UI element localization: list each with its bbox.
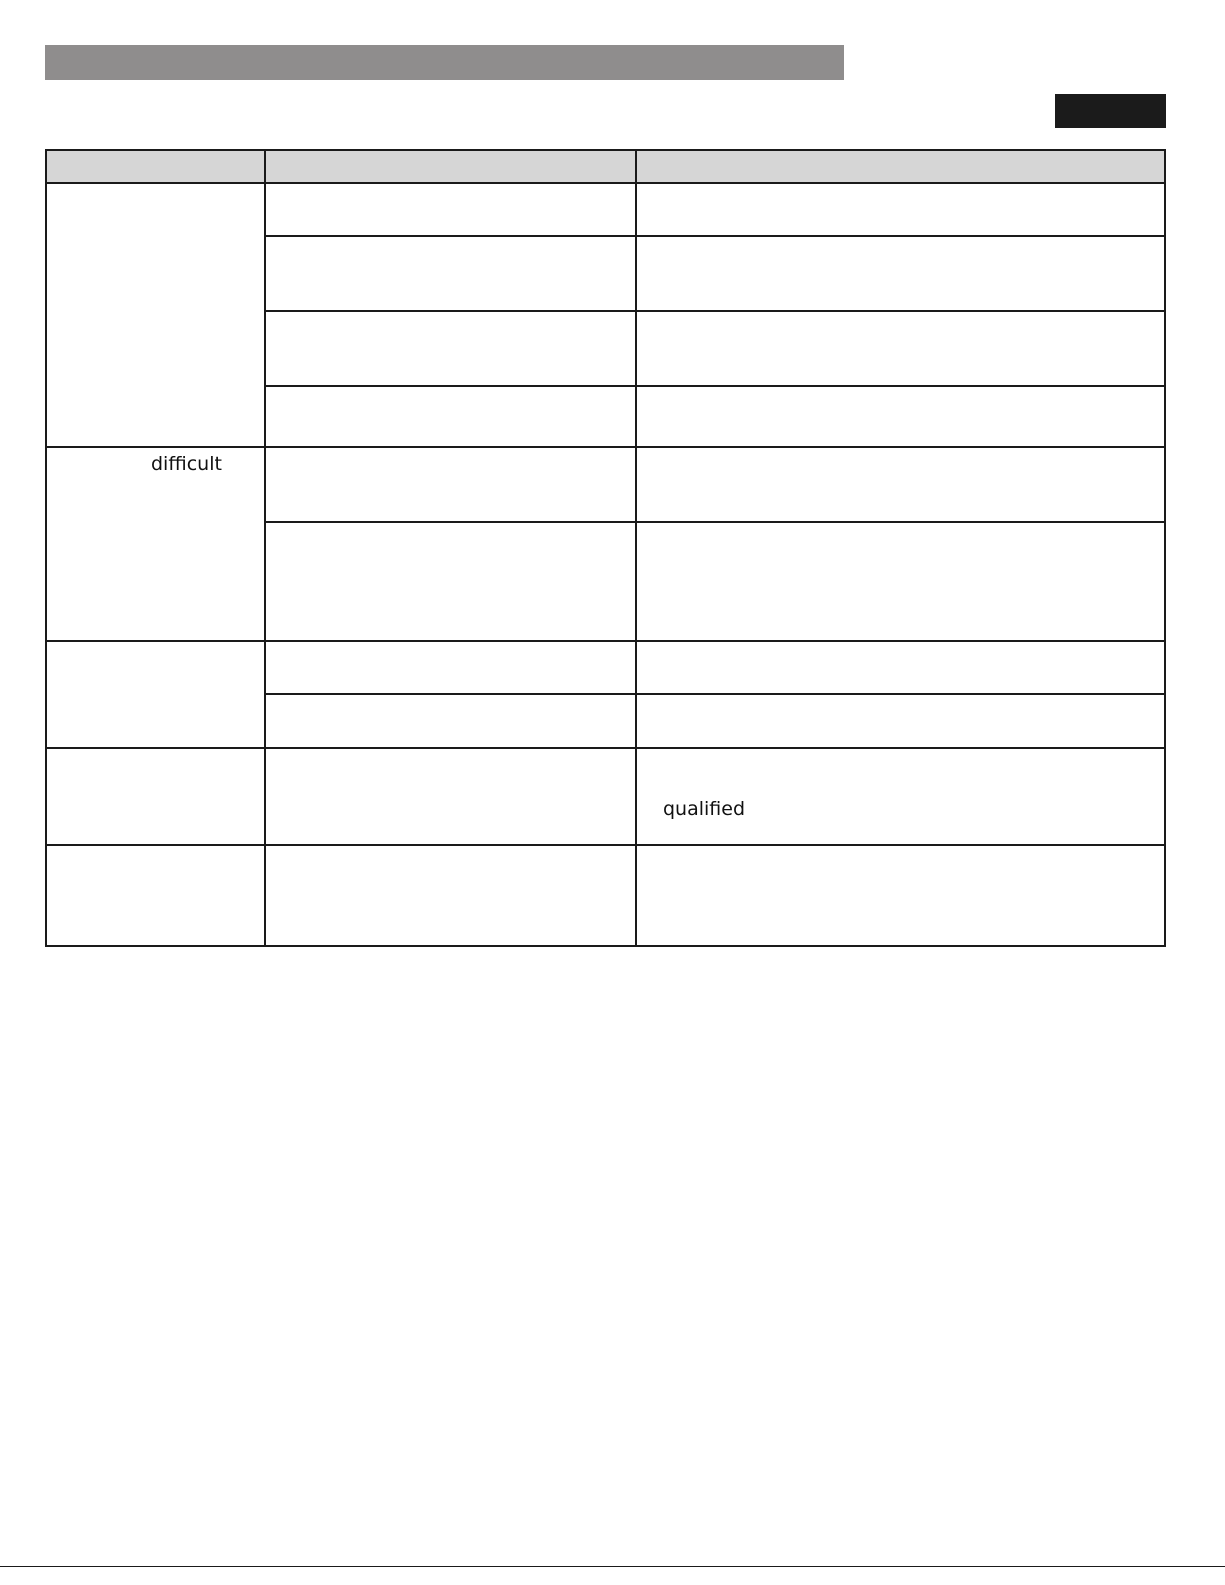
row-divider-group-3 bbox=[47, 747, 1164, 749]
troubleshooting-table bbox=[45, 149, 1166, 947]
subrow-divider-3a bbox=[264, 693, 1164, 695]
subrow-divider-1c bbox=[264, 385, 1164, 387]
problem-cell-word: difficult bbox=[151, 453, 222, 475]
column-divider-2 bbox=[635, 151, 637, 945]
subrow-divider-1a bbox=[264, 235, 1164, 237]
column-divider-1 bbox=[264, 151, 266, 945]
solution-cell-word: qualified bbox=[663, 798, 746, 820]
row-divider-group-1 bbox=[47, 446, 1164, 448]
table-header-row bbox=[47, 151, 1164, 182]
row-divider-group-4 bbox=[47, 844, 1164, 846]
section-title-bar bbox=[45, 45, 844, 80]
subrow-divider-2a bbox=[264, 521, 1164, 523]
subrow-divider-1b bbox=[264, 310, 1164, 312]
row-divider-header bbox=[47, 182, 1164, 184]
page-bottom-rule bbox=[0, 1566, 1225, 1567]
language-badge bbox=[1055, 94, 1166, 128]
row-divider-group-2 bbox=[47, 640, 1164, 642]
